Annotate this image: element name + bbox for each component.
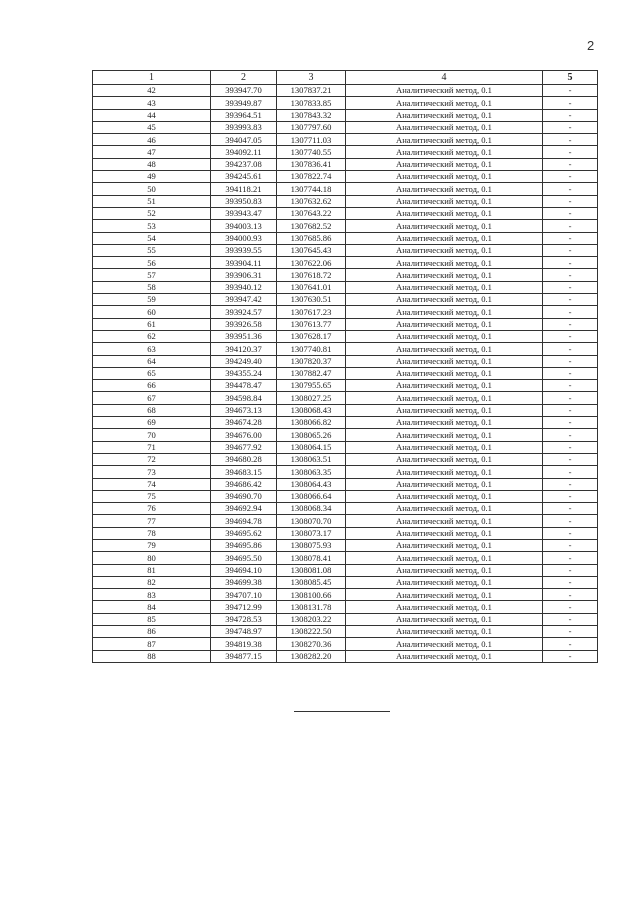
method-cell: Аналитический метод, 0.1 — [346, 453, 543, 465]
point-number-cell: 51 — [93, 195, 211, 207]
point-number-cell: 67 — [93, 392, 211, 404]
x-coordinate-cell: 394690.70 — [211, 490, 277, 502]
point-number-cell: 59 — [93, 294, 211, 306]
note-cell: - — [543, 257, 598, 269]
table-row — [93, 195, 598, 207]
x-coordinate-cell: 394686.42 — [211, 478, 277, 490]
point-number-cell: 47 — [93, 146, 211, 158]
x-coordinate-cell: 394707.10 — [211, 589, 277, 601]
note-cell: - — [543, 343, 598, 355]
point-number-cell: 87 — [93, 638, 211, 650]
column-header-1: 1 — [93, 71, 211, 85]
table-row — [93, 466, 598, 478]
method-cell: Аналитический метод, 0.1 — [346, 281, 543, 293]
method-cell: Аналитический метод, 0.1 — [346, 650, 543, 662]
x-coordinate-cell: 394120.37 — [211, 343, 277, 355]
table-row — [93, 343, 598, 355]
y-coordinate-cell: 1308282.20 — [277, 650, 346, 662]
table-row — [93, 417, 598, 429]
x-coordinate-cell: 393950.83 — [211, 195, 277, 207]
y-coordinate-cell: 1308066.82 — [277, 417, 346, 429]
column-header-2: 2 — [211, 71, 277, 85]
note-cell: - — [543, 527, 598, 539]
table-row — [93, 281, 598, 293]
table-row — [93, 441, 598, 453]
note-cell: - — [543, 466, 598, 478]
point-number-cell: 70 — [93, 429, 211, 441]
y-coordinate-cell: 1308065.26 — [277, 429, 346, 441]
table-row — [93, 515, 598, 527]
x-coordinate-cell: 394683.15 — [211, 466, 277, 478]
table-row — [93, 257, 598, 269]
x-coordinate-cell: 393906.31 — [211, 269, 277, 281]
note-cell: - — [543, 515, 598, 527]
x-coordinate-cell: 394673.13 — [211, 404, 277, 416]
point-number-cell: 58 — [93, 281, 211, 293]
method-cell: Аналитический метод, 0.1 — [346, 195, 543, 207]
table-row — [93, 207, 598, 219]
note-cell: - — [543, 380, 598, 392]
note-cell: - — [543, 220, 598, 232]
method-cell: Аналитический метод, 0.1 — [346, 613, 543, 625]
table-row — [93, 392, 598, 404]
x-coordinate-cell: 394695.62 — [211, 527, 277, 539]
x-coordinate-cell: 393951.36 — [211, 330, 277, 342]
x-coordinate-cell: 394092.11 — [211, 146, 277, 158]
y-coordinate-cell: 1308270.36 — [277, 638, 346, 650]
y-coordinate-cell: 1307628.17 — [277, 330, 346, 342]
x-coordinate-cell: 394674.28 — [211, 417, 277, 429]
point-number-cell: 73 — [93, 466, 211, 478]
y-coordinate-cell: 1307613.77 — [277, 318, 346, 330]
x-coordinate-cell: 393940.12 — [211, 281, 277, 293]
method-cell: Аналитический метод, 0.1 — [346, 515, 543, 527]
table-row — [93, 552, 598, 564]
table-row — [93, 134, 598, 146]
table-row — [93, 232, 598, 244]
table-row — [93, 85, 598, 97]
point-number-cell: 69 — [93, 417, 211, 429]
x-coordinate-cell: 394748.97 — [211, 626, 277, 638]
y-coordinate-cell: 1308085.45 — [277, 576, 346, 588]
point-number-cell: 88 — [93, 650, 211, 662]
note-cell: - — [543, 503, 598, 515]
note-cell: - — [543, 613, 598, 625]
method-cell: Аналитический метод, 0.1 — [346, 355, 543, 367]
point-number-cell: 82 — [93, 576, 211, 588]
column-header-5: 5 — [543, 71, 598, 85]
note-cell: - — [543, 121, 598, 133]
x-coordinate-cell: 394676.00 — [211, 429, 277, 441]
table-row — [93, 564, 598, 576]
method-cell: Аналитический метод, 0.1 — [346, 85, 543, 97]
y-coordinate-cell: 1308063.51 — [277, 453, 346, 465]
note-cell: - — [543, 576, 598, 588]
method-cell: Аналитический метод, 0.1 — [346, 589, 543, 601]
method-cell: Аналитический метод, 0.1 — [346, 220, 543, 232]
note-cell: - — [543, 244, 598, 256]
note-cell: - — [543, 453, 598, 465]
point-number-cell: 42 — [93, 85, 211, 97]
note-cell: - — [543, 392, 598, 404]
point-number-cell: 74 — [93, 478, 211, 490]
x-coordinate-cell: 393904.11 — [211, 257, 277, 269]
point-number-cell: 43 — [93, 97, 211, 109]
point-number-cell: 53 — [93, 220, 211, 232]
x-coordinate-cell: 394695.86 — [211, 539, 277, 551]
note-cell: - — [543, 97, 598, 109]
method-cell: Аналитический метод, 0.1 — [346, 539, 543, 551]
y-coordinate-cell: 1308068.43 — [277, 404, 346, 416]
x-coordinate-cell: 394355.24 — [211, 367, 277, 379]
x-coordinate-cell: 393924.57 — [211, 306, 277, 318]
note-cell: - — [543, 626, 598, 638]
note-cell: - — [543, 281, 598, 293]
point-number-cell: 79 — [93, 539, 211, 551]
point-number-cell: 50 — [93, 183, 211, 195]
method-cell: Аналитический метод, 0.1 — [346, 330, 543, 342]
y-coordinate-cell: 1307833.85 — [277, 97, 346, 109]
table-row — [93, 121, 598, 133]
method-cell: Аналитический метод, 0.1 — [346, 97, 543, 109]
method-cell: Аналитический метод, 0.1 — [346, 466, 543, 478]
method-cell: Аналитический метод, 0.1 — [346, 503, 543, 515]
column-header-4: 4 — [346, 71, 543, 85]
table-row — [93, 626, 598, 638]
x-coordinate-cell: 393947.70 — [211, 85, 277, 97]
note-cell: - — [543, 183, 598, 195]
table-row — [93, 109, 598, 121]
note-cell: - — [543, 207, 598, 219]
x-coordinate-cell: 394118.21 — [211, 183, 277, 195]
table-row — [93, 269, 598, 281]
point-number-cell: 63 — [93, 343, 211, 355]
method-cell: Аналитический метод, 0.1 — [346, 404, 543, 416]
method-cell: Аналитический метод, 0.1 — [346, 638, 543, 650]
y-coordinate-cell: 1307632.62 — [277, 195, 346, 207]
y-coordinate-cell: 1307685.86 — [277, 232, 346, 244]
y-coordinate-cell: 1308078.41 — [277, 552, 346, 564]
point-number-cell: 56 — [93, 257, 211, 269]
note-cell: - — [543, 318, 598, 330]
table-row — [93, 380, 598, 392]
table-row — [93, 220, 598, 232]
table-row — [93, 478, 598, 490]
method-cell: Аналитический метод, 0.1 — [346, 527, 543, 539]
note-cell: - — [543, 589, 598, 601]
y-coordinate-cell: 1307682.52 — [277, 220, 346, 232]
x-coordinate-cell: 394694.10 — [211, 564, 277, 576]
point-number-cell: 64 — [93, 355, 211, 367]
table-row — [93, 355, 598, 367]
x-coordinate-cell: 393947.42 — [211, 294, 277, 306]
x-coordinate-cell: 394712.99 — [211, 601, 277, 613]
method-cell: Аналитический метод, 0.1 — [346, 576, 543, 588]
note-cell: - — [543, 158, 598, 170]
y-coordinate-cell: 1308066.64 — [277, 490, 346, 502]
method-cell: Аналитический метод, 0.1 — [346, 232, 543, 244]
method-cell: Аналитический метод, 0.1 — [346, 367, 543, 379]
note-cell: - — [543, 601, 598, 613]
note-cell: - — [543, 330, 598, 342]
table-row — [93, 613, 598, 625]
note-cell: - — [543, 85, 598, 97]
point-number-cell: 66 — [93, 380, 211, 392]
x-coordinate-cell: 394003.13 — [211, 220, 277, 232]
method-cell: Аналитический метод, 0.1 — [346, 552, 543, 564]
method-cell: Аналитический метод, 0.1 — [346, 109, 543, 121]
note-cell: - — [543, 269, 598, 281]
table-row — [93, 589, 598, 601]
point-number-cell: 83 — [93, 589, 211, 601]
y-coordinate-cell: 1308073.17 — [277, 527, 346, 539]
note-cell: - — [543, 195, 598, 207]
note-cell: - — [543, 146, 598, 158]
point-number-cell: 61 — [93, 318, 211, 330]
note-cell: - — [543, 404, 598, 416]
note-cell: - — [543, 232, 598, 244]
table-row — [93, 527, 598, 539]
y-coordinate-cell: 1307740.55 — [277, 146, 346, 158]
note-cell: - — [543, 478, 598, 490]
table-row — [93, 503, 598, 515]
point-number-cell: 85 — [93, 613, 211, 625]
x-coordinate-cell: 394692.94 — [211, 503, 277, 515]
method-cell: Аналитический метод, 0.1 — [346, 441, 543, 453]
method-cell: Аналитический метод, 0.1 — [346, 134, 543, 146]
y-coordinate-cell: 1307618.72 — [277, 269, 346, 281]
point-number-cell: 81 — [93, 564, 211, 576]
point-number-cell: 62 — [93, 330, 211, 342]
x-coordinate-cell: 394694.78 — [211, 515, 277, 527]
table-row — [93, 539, 598, 551]
coordinates-table — [92, 70, 598, 663]
note-cell: - — [543, 109, 598, 121]
point-number-cell: 46 — [93, 134, 211, 146]
x-coordinate-cell: 393964.51 — [211, 109, 277, 121]
table-header-row — [93, 71, 598, 85]
y-coordinate-cell: 1307837.21 — [277, 85, 346, 97]
x-coordinate-cell: 394677.92 — [211, 441, 277, 453]
x-coordinate-cell: 394249.40 — [211, 355, 277, 367]
point-number-cell: 68 — [93, 404, 211, 416]
y-coordinate-cell: 1307711.03 — [277, 134, 346, 146]
table-row — [93, 367, 598, 379]
method-cell: Аналитический метод, 0.1 — [346, 626, 543, 638]
y-coordinate-cell: 1307797.60 — [277, 121, 346, 133]
note-cell: - — [543, 539, 598, 551]
method-cell: Аналитический метод, 0.1 — [346, 318, 543, 330]
point-number-cell: 57 — [93, 269, 211, 281]
point-number-cell: 49 — [93, 171, 211, 183]
y-coordinate-cell: 1307630.51 — [277, 294, 346, 306]
method-cell: Аналитический метод, 0.1 — [346, 294, 543, 306]
y-coordinate-cell: 1308131.78 — [277, 601, 346, 613]
method-cell: Аналитический метод, 0.1 — [346, 380, 543, 392]
x-coordinate-cell: 394598.84 — [211, 392, 277, 404]
point-number-cell: 54 — [93, 232, 211, 244]
table-row — [93, 601, 598, 613]
y-coordinate-cell: 1307882.47 — [277, 367, 346, 379]
method-cell: Аналитический метод, 0.1 — [346, 146, 543, 158]
x-coordinate-cell: 394695.50 — [211, 552, 277, 564]
x-coordinate-cell: 393939.55 — [211, 244, 277, 256]
point-number-cell: 60 — [93, 306, 211, 318]
point-number-cell: 52 — [93, 207, 211, 219]
table-row — [93, 638, 598, 650]
note-cell: - — [543, 490, 598, 502]
method-cell: Аналитический метод, 0.1 — [346, 478, 543, 490]
note-cell: - — [543, 417, 598, 429]
y-coordinate-cell: 1308081.08 — [277, 564, 346, 576]
table-row — [93, 183, 598, 195]
table-row — [93, 294, 598, 306]
table-body — [93, 85, 598, 663]
x-coordinate-cell: 394877.15 — [211, 650, 277, 662]
table-row — [93, 318, 598, 330]
x-coordinate-cell: 394237.08 — [211, 158, 277, 170]
point-number-cell: 76 — [93, 503, 211, 515]
note-cell: - — [543, 134, 598, 146]
table-row — [93, 171, 598, 183]
y-coordinate-cell: 1308027.25 — [277, 392, 346, 404]
note-cell: - — [543, 650, 598, 662]
method-cell: Аналитический метод, 0.1 — [346, 417, 543, 429]
method-cell: Аналитический метод, 0.1 — [346, 171, 543, 183]
table-row — [93, 429, 598, 441]
point-number-cell: 55 — [93, 244, 211, 256]
table-row — [93, 490, 598, 502]
method-cell: Аналитический метод, 0.1 — [346, 601, 543, 613]
point-number-cell: 78 — [93, 527, 211, 539]
x-coordinate-cell: 393943.47 — [211, 207, 277, 219]
method-cell: Аналитический метод, 0.1 — [346, 269, 543, 281]
table-row — [93, 453, 598, 465]
point-number-cell: 84 — [93, 601, 211, 613]
column-header-3: 3 — [277, 71, 346, 85]
note-cell: - — [543, 638, 598, 650]
table-row — [93, 650, 598, 662]
table-row — [93, 306, 598, 318]
y-coordinate-cell: 1307645.43 — [277, 244, 346, 256]
point-number-cell: 45 — [93, 121, 211, 133]
note-cell: - — [543, 355, 598, 367]
method-cell: Аналитический метод, 0.1 — [346, 564, 543, 576]
y-coordinate-cell: 1308068.34 — [277, 503, 346, 515]
x-coordinate-cell: 393993.83 — [211, 121, 277, 133]
method-cell: Аналитический метод, 0.1 — [346, 392, 543, 404]
note-cell: - — [543, 367, 598, 379]
note-cell: - — [543, 294, 598, 306]
y-coordinate-cell: 1307836.41 — [277, 158, 346, 170]
method-cell: Аналитический метод, 0.1 — [346, 429, 543, 441]
y-coordinate-cell: 1307955.65 — [277, 380, 346, 392]
y-coordinate-cell: 1307622.06 — [277, 257, 346, 269]
y-coordinate-cell: 1308100.66 — [277, 589, 346, 601]
point-number-cell: 71 — [93, 441, 211, 453]
method-cell: Аналитический метод, 0.1 — [346, 244, 543, 256]
point-number-cell: 80 — [93, 552, 211, 564]
point-number-cell: 86 — [93, 626, 211, 638]
y-coordinate-cell: 1307617.23 — [277, 306, 346, 318]
y-coordinate-cell: 1307643.22 — [277, 207, 346, 219]
note-cell: - — [543, 429, 598, 441]
note-cell: - — [543, 552, 598, 564]
note-cell: - — [543, 171, 598, 183]
table-row — [93, 146, 598, 158]
x-coordinate-cell: 394000.93 — [211, 232, 277, 244]
y-coordinate-cell: 1307641.01 — [277, 281, 346, 293]
y-coordinate-cell: 1308222.50 — [277, 626, 346, 638]
point-number-cell: 77 — [93, 515, 211, 527]
method-cell: Аналитический метод, 0.1 — [346, 257, 543, 269]
x-coordinate-cell: 394699.38 — [211, 576, 277, 588]
x-coordinate-cell: 393926.58 — [211, 318, 277, 330]
note-cell: - — [543, 306, 598, 318]
method-cell: Аналитический метод, 0.1 — [346, 207, 543, 219]
method-cell: Аналитический метод, 0.1 — [346, 183, 543, 195]
y-coordinate-cell: 1307820.37 — [277, 355, 346, 367]
x-coordinate-cell: 394478.47 — [211, 380, 277, 392]
table-row — [93, 404, 598, 416]
point-number-cell: 48 — [93, 158, 211, 170]
method-cell: Аналитический метод, 0.1 — [346, 306, 543, 318]
table-row — [93, 576, 598, 588]
point-number-cell: 44 — [93, 109, 211, 121]
point-number-cell: 65 — [93, 367, 211, 379]
method-cell: Аналитический метод, 0.1 — [346, 490, 543, 502]
x-coordinate-cell: 394245.61 — [211, 171, 277, 183]
x-coordinate-cell: 394819.38 — [211, 638, 277, 650]
point-number-cell: 75 — [93, 490, 211, 502]
y-coordinate-cell: 1307744.18 — [277, 183, 346, 195]
note-cell: - — [543, 441, 598, 453]
table-row — [93, 97, 598, 109]
x-coordinate-cell: 394728.53 — [211, 613, 277, 625]
table-row — [93, 158, 598, 170]
y-coordinate-cell: 1307822.74 — [277, 171, 346, 183]
y-coordinate-cell: 1307740.81 — [277, 343, 346, 355]
method-cell: Аналитический метод, 0.1 — [346, 121, 543, 133]
method-cell: Аналитический метод, 0.1 — [346, 343, 543, 355]
y-coordinate-cell: 1308063.35 — [277, 466, 346, 478]
y-coordinate-cell: 1308070.70 — [277, 515, 346, 527]
note-cell: - — [543, 564, 598, 576]
y-coordinate-cell: 1307843.32 — [277, 109, 346, 121]
closing-rule — [294, 711, 390, 712]
point-number-cell: 72 — [93, 453, 211, 465]
y-coordinate-cell: 1308203.22 — [277, 613, 346, 625]
x-coordinate-cell: 393949.87 — [211, 97, 277, 109]
y-coordinate-cell: 1308064.15 — [277, 441, 346, 453]
table-row — [93, 244, 598, 256]
y-coordinate-cell: 1308075.93 — [277, 539, 346, 551]
table-row — [93, 330, 598, 342]
x-coordinate-cell: 394680.28 — [211, 453, 277, 465]
method-cell: Аналитический метод, 0.1 — [346, 158, 543, 170]
x-coordinate-cell: 394047.05 — [211, 134, 277, 146]
page-number: 2 — [587, 38, 595, 53]
y-coordinate-cell: 1308064.43 — [277, 478, 346, 490]
